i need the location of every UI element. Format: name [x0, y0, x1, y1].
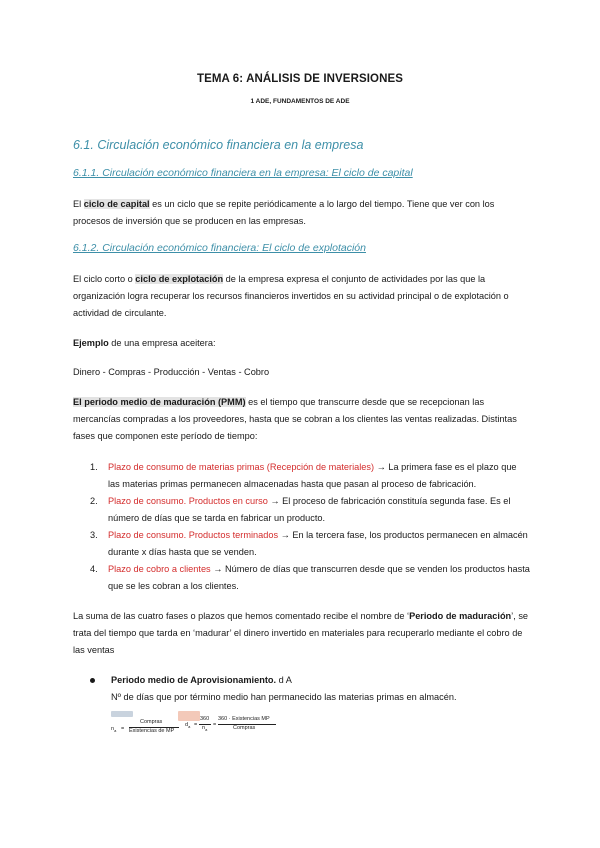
bullet-description: Nº de días que por término medio han permanecido las materias primas en almacén. — [111, 692, 457, 702]
list-number: 4. — [90, 564, 98, 574]
bullet-icon — [90, 678, 95, 683]
subsection-heading-explotacion: 6.1.2. Circulación económico financiera: El ciclo de explotación — [73, 242, 366, 254]
formula-num3: 360 · Existencias MP — [218, 716, 270, 722]
paragraph-summary — [73, 608, 533, 659]
text-run: El ciclo corto o — [73, 274, 136, 284]
list-item — [90, 459, 530, 493]
formula-den3: Compras — [233, 725, 256, 731]
summary-bold: Periodo de maduración — [409, 611, 512, 621]
text-run: de una empresa aceitera: — [108, 338, 216, 348]
text-run: es un ciclo que se repite periódicamente a lo largo del tiempo. Tiene que ver con los procesos de inversión que se producen en las empresas. — [73, 199, 495, 226]
list-item — [90, 561, 530, 595]
formula-tag-right — [178, 711, 200, 721]
document-subtitle: 1 ADE, FUNDAMENTOS DE ADE — [250, 98, 350, 105]
list-number: 3. — [90, 530, 98, 540]
phase-description: → En la tercera fase, los productos permanecen en almacén durante x días hasta que se venden. — [108, 530, 528, 557]
text-run: es el tiempo que transcurre desde que se recepcionan las mercancías compradas a los proveedores, hasta que se cobran a los clientes las ventas realizadas. Distintas fases que componen este período de tiempo: — [73, 397, 517, 441]
text-run: La suma de las cuatro fases o plazos que hemos comentado recibe el nombre de ‘ — [73, 611, 410, 621]
paragraph-pmm — [73, 394, 533, 445]
text-run: El — [73, 199, 84, 209]
paragraph-ciclo-capital — [73, 196, 533, 230]
phase-description: → Número de días que transcurren desde que se venden los productos hasta que se les cobran a los clientes. — [108, 564, 530, 591]
bullet-content — [90, 672, 530, 706]
formula-num1: Compras — [140, 719, 163, 725]
phase-title: Plazo de consumo de materias primas (Recepción de materiales) — [108, 462, 375, 472]
bullet-title: Periodo medio de Aprovisionamiento. — [111, 675, 277, 685]
highlight-ciclo-explotacion: ciclo de explotación — [135, 274, 224, 284]
paragraph-ciclo-explotacion — [73, 271, 533, 322]
bullet-aprovisionamiento — [90, 672, 530, 706]
formula-image — [111, 711, 281, 741]
phases-list — [90, 459, 530, 595]
sequence-line: Dinero - Compras - Producción - Ventas - Cobro — [73, 367, 270, 377]
highlight-pmm: El periodo medio de maduración (PMM) — [73, 397, 246, 407]
formula-eq: = — [121, 726, 125, 732]
subsection-heading-capital: 6.1.1. Circulación económico financiera en la empresa: El ciclo de capital — [73, 167, 413, 179]
formula-eq3: = — [213, 722, 217, 728]
phase-description: → La primera fase es el plazo que las materias primas permanecen almacenadas hasta que pasan al proceso de fabricación. — [108, 462, 517, 489]
example-label: Ejemplo — [73, 338, 109, 348]
section-heading: 6.1. Circulación económico financiera en la empresa — [73, 138, 364, 152]
phase-title: Plazo de consumo. Productos en curso — [108, 496, 268, 506]
list-number: 2. — [90, 496, 98, 506]
formula-num2: 360 — [200, 716, 210, 722]
formula-d: $d_a$ — [185, 722, 191, 730]
list-number: 1. — [90, 462, 98, 472]
list-item — [90, 493, 530, 527]
text-run: de la empresa expresa el conjunto de actividades por las que la organización logra recuperar los recursos financieros invertidos en su actividad principal o de explotación o actividad de circulante. — [73, 274, 509, 318]
paragraph-ejemplo — [73, 335, 533, 352]
phase-description: → El proceso de fabricación constituía segunda fase. Es el número de días que se tarda en fabricar un producto. — [108, 496, 511, 523]
text-run: d A — [276, 675, 292, 685]
phase-title: Plazo de consumo. Productos terminados — [108, 530, 279, 540]
formula-den1: Existencias de MP — [129, 728, 175, 734]
phase-title: Plazo de cobro a clientes — [108, 564, 211, 574]
document-title: TEMA 6: ANÁLISIS DE INVERSIONES — [196, 73, 404, 85]
formula-den2: $n_a$ — [202, 725, 208, 733]
formula-tag-left — [111, 711, 133, 717]
highlight-ciclo-capital: ciclo de capital — [83, 199, 150, 209]
formula-n: $n_a$ — [111, 726, 117, 734]
list-item — [90, 527, 530, 561]
formula-eq2: = — [194, 722, 198, 728]
text-run: ’, se trata del tiempo que tarda en ‘madurar’ el dinero invertido en materiales para recuperarlo mediante el cobro de las ventas — [73, 611, 529, 655]
